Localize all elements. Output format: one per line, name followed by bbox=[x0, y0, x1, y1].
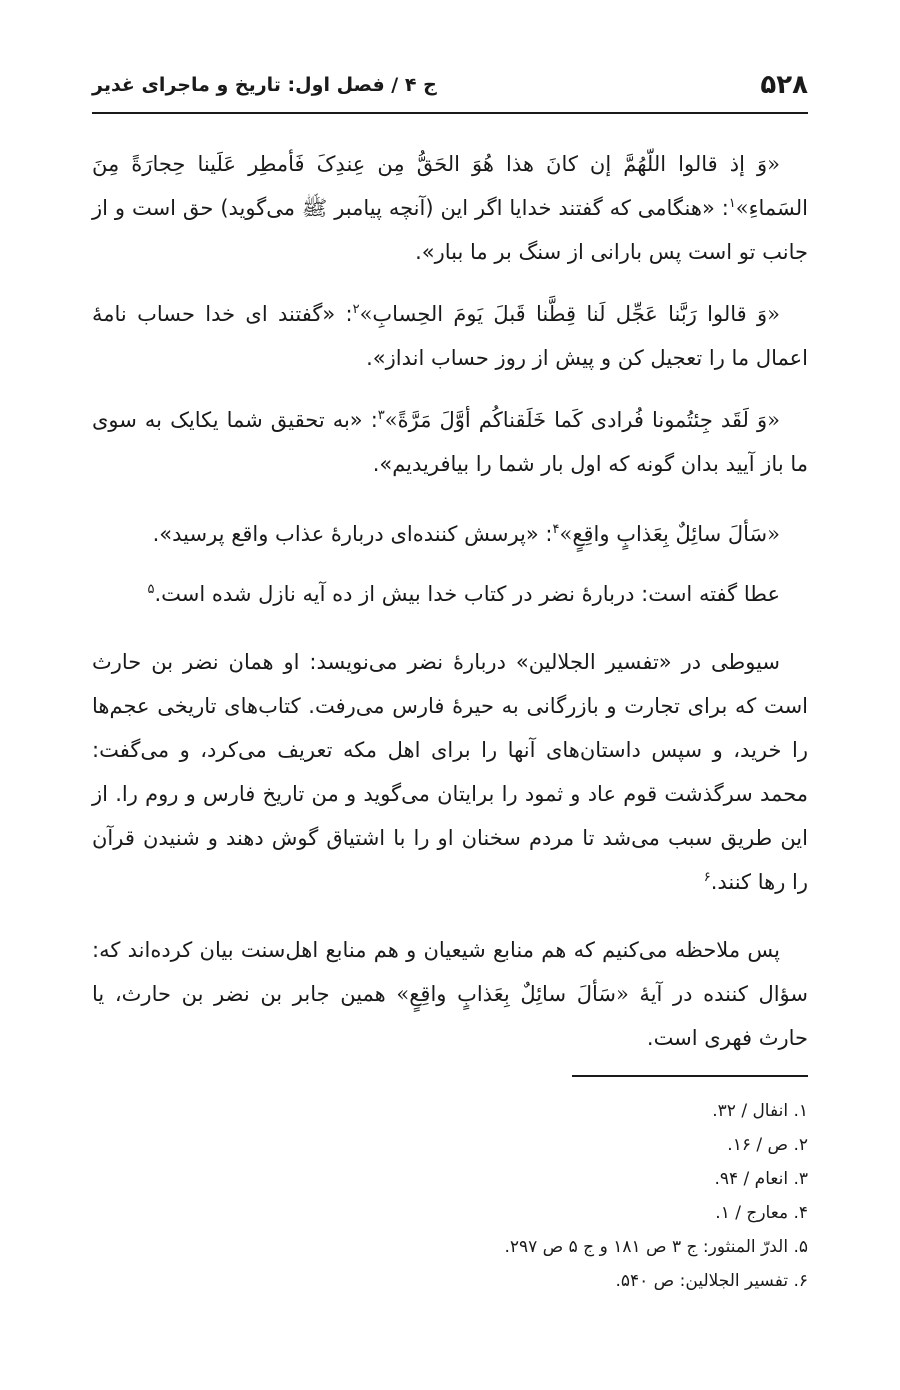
footnote: ۶. تفسیر الجلالین: ص ۵۴۰. bbox=[615, 1271, 808, 1291]
footnote-rule bbox=[572, 1075, 808, 1077]
paragraph-1 bbox=[92, 142, 808, 274]
footnote-ref: ۳ bbox=[377, 408, 385, 423]
paragraph-text: همین جابر بن نضر بن حارث، یا حارث فهری است. bbox=[92, 982, 808, 1050]
footnote-ref: ۶ bbox=[703, 870, 711, 885]
paragraph-4 bbox=[92, 512, 808, 556]
paragraph-5 bbox=[92, 572, 808, 616]
paragraph-text: سیوطی در «تفسیر الجلالین» دربارهٔ نضر می‌نویسد: او همان نضر بن حارث است که برای تجارت و بازرگانی به حیرهٔ فارس می‌رفت. کتاب‌های تاریخی عجم‌ها را خرید، و سپس داستان‌های آنها را برای اهل مکه تعریف می‌کرد، و می‌گفت: محمد سرگذشت قوم عاد و ثمود را برایتان می‌گوید و من تاریخ فارس و روم را. از این طریق سبب می‌شد تا مردم سخنان او را با اشتیاق گوش دهند و شنیدن قرآن را رها کنند. bbox=[92, 650, 808, 894]
footnote-ref: ۱ bbox=[728, 196, 736, 211]
paragraph-6 bbox=[92, 640, 808, 904]
paragraph-text: : «گفتند ای خدا حساب نامهٔ اعمال ما را تعجیل کن و پیش از روز حساب انداز». bbox=[92, 302, 808, 370]
footnotes bbox=[92, 1094, 808, 1298]
quran-verse: «وَ لَقَد جِئتُمونا فُرادی کَما خَلَقناکُم أوَّلَ مَرَّةً» bbox=[384, 408, 780, 432]
quran-verse: «وَ إذ قالوا اللّهُمَّ إن كانَ هذا هُوَ الحَقُّ مِن عِندِکَ فَأمطِر عَلَینا حِجارَةً مِنَ السَماءِ» bbox=[92, 152, 808, 220]
footnote-ref: ۲ bbox=[352, 302, 360, 317]
footnote-ref: ۴ bbox=[552, 522, 560, 537]
footnote: ۴. معارج / ۱. bbox=[715, 1203, 808, 1223]
paragraph-text: عطا گفته است: دربارهٔ نضر در کتاب خدا بیش از ده آیه نازل شده است. bbox=[154, 582, 780, 606]
paragraph-text: پس ملاحظه می‌کنیم که هم منابع شیعیان و هم منابع اهل‌سنت بیان کرده‌اند که: سؤال کننده در آیهٔ bbox=[92, 938, 808, 1006]
paragraph-text: : «به تحقیق شما یکایک به سوی ما باز آیید بدان گونه که اول بار شما را بیافریدیم». bbox=[92, 408, 808, 476]
header-rule bbox=[92, 112, 808, 114]
paragraph-2 bbox=[92, 292, 808, 380]
running-head: ج ۴ / فصل اول: تاریخ و ماجرای غدیر bbox=[92, 74, 437, 96]
paragraph-7 bbox=[92, 928, 808, 1060]
page-number: ۵۲۸ bbox=[760, 70, 808, 100]
paragraph-3 bbox=[92, 398, 808, 486]
paragraph-text: : «هنگامی که گفتند خدایا اگر این (آنچه پیامبر ﷺ می‌گوید) حق است و از جانب تو است پس بارانی از سنگ بر ما ببار». bbox=[92, 196, 808, 264]
page-header bbox=[92, 68, 808, 102]
paragraph-text: : «پرسش کننده‌ای دربارهٔ عذاب واقع پرسید». bbox=[152, 522, 553, 546]
quran-verse: «سَألَ سائِلٌ بِعَذابٍ واقِعٍ» bbox=[396, 982, 629, 1006]
footnote-ref: ۵ bbox=[147, 582, 155, 597]
quran-verse: «وَ قالوا رَبَّنا عَجِّل لَنا قِطَّنا قَبلَ یَومَ الحِسابِ» bbox=[359, 302, 780, 326]
footnote: ۳. انعام / ۹۴. bbox=[714, 1169, 808, 1189]
footnote: ۱. انفال / ۳۲. bbox=[712, 1101, 808, 1121]
footnote: ۵. الدرّ المنثور: ج ۳ ص ۱۸۱ و ج ۵ ص ۲۹۷. bbox=[504, 1237, 808, 1257]
footnote: ۲. ص / ۱۶. bbox=[727, 1135, 808, 1155]
quran-verse: «سَألَ سائِلٌ بِعَذابٍ واقِعٍ» bbox=[559, 522, 780, 546]
